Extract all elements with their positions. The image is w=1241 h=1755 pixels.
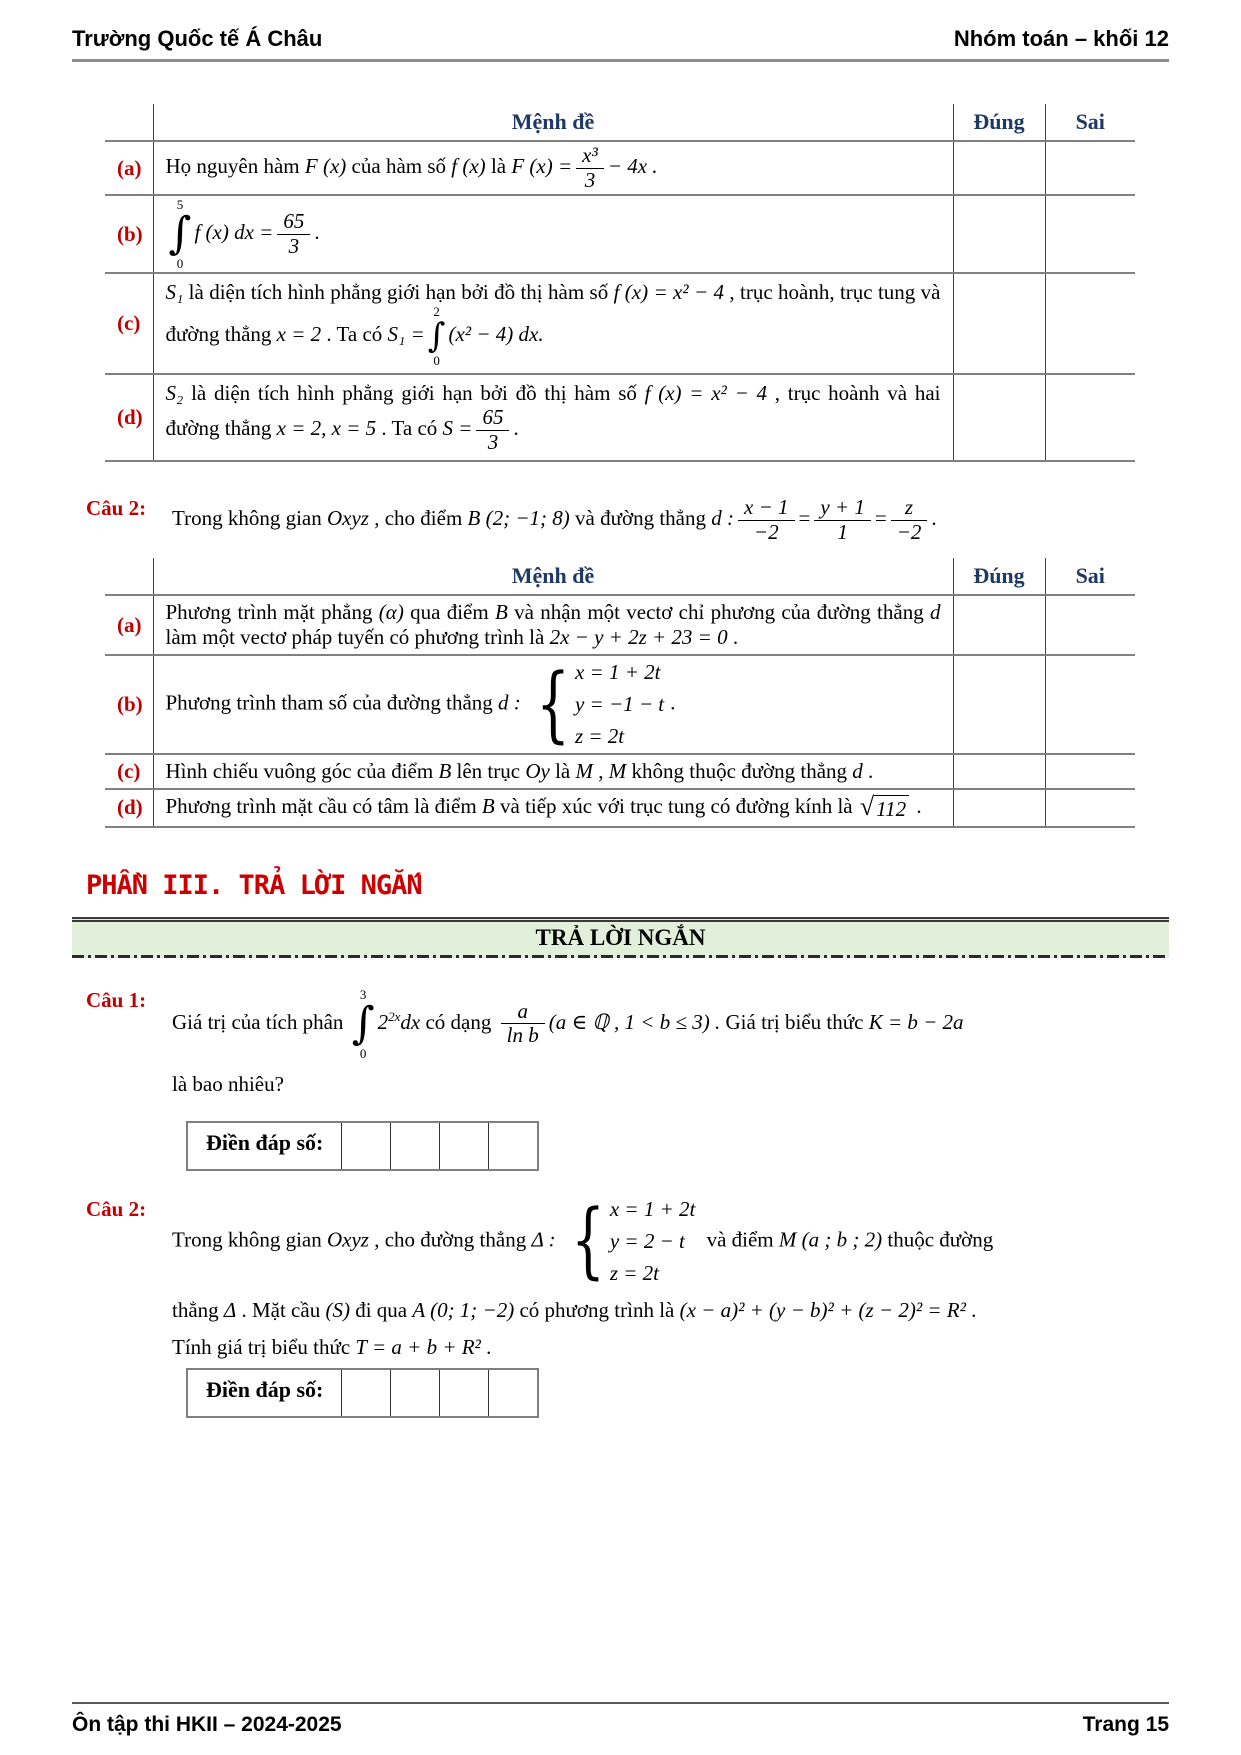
text: , trục hoành, trục tung và đường thẳng [165, 280, 941, 346]
text: và tiếp xúc với trục tung có đường kính là [494, 794, 858, 819]
text: thuộc đường [882, 1227, 994, 1252]
equations [575, 660, 664, 749]
false-cell [1045, 195, 1135, 273]
text: là [549, 759, 576, 784]
denominator: 1 [837, 519, 848, 544]
equations [610, 1197, 696, 1286]
text: là diện tích hình phẳng giới hạn bởi đồ thị hàm số [183, 280, 614, 305]
math: f (x) = x² − 4 [644, 381, 768, 406]
integral-icon: ∫ [427, 316, 446, 357]
math: Oxyz [327, 1227, 369, 1252]
question-label: Câu 2: [86, 496, 147, 521]
table-row [105, 595, 1135, 655]
math: S₂ [165, 381, 184, 406]
question-2-intro [86, 496, 1169, 544]
denominator: 3 [487, 429, 499, 454]
fraction [891, 496, 928, 544]
math: f (x) dx = [194, 219, 274, 244]
text: , cho đường thẳng [368, 1227, 532, 1252]
question-line-1 [172, 988, 1169, 1060]
equation-system [562, 1193, 696, 1289]
denominator: −2 [896, 519, 922, 544]
true-column-header: Đúng [953, 558, 1045, 595]
page-footer [72, 1702, 1169, 1737]
text: . [314, 219, 320, 244]
true-cell [953, 655, 1045, 754]
question-label: Câu 2: [86, 1196, 147, 1221]
lower-limit: 0 [176, 256, 184, 272]
math: (x² − 4) dx. [448, 321, 544, 346]
math: Δ : [531, 1227, 556, 1252]
question-text [172, 496, 1169, 544]
question-line-2 [172, 1298, 1169, 1323]
exponent: 2x [388, 1008, 401, 1024]
statement-cell [153, 789, 953, 827]
text: . [480, 1334, 492, 1359]
lower-limit: 0 [433, 353, 440, 369]
text: , cho điểm [368, 505, 468, 530]
integral [428, 305, 446, 367]
true-cell [953, 374, 1045, 461]
text: . Ta có [376, 415, 443, 440]
part3-title: PHẦN III. TRẢ LỜI NGẮN [86, 869, 422, 901]
answer-box-label: Điền đáp số: [206, 1376, 324, 1402]
radical-icon: √ [859, 791, 875, 821]
denominator: ln b [506, 1023, 539, 1048]
numerator: y + 1 [814, 496, 871, 521]
page-number: Trang 15 [1082, 1713, 1169, 1736]
statement-cell [153, 595, 953, 655]
math: B [481, 794, 495, 819]
fraction [814, 496, 871, 544]
text: . Ta có [321, 321, 388, 346]
answer-cell [439, 1370, 488, 1416]
banner-label: TRẢ LỜI NGẮN [535, 924, 706, 950]
corner-cell [105, 558, 153, 595]
text: Tính giá trị biểu thức [172, 1334, 356, 1359]
text: . [727, 625, 739, 650]
part3-banner [72, 917, 1169, 958]
integral-icon: ∫ [351, 997, 375, 1049]
math: S₁ [165, 280, 184, 305]
table-row [105, 195, 1135, 273]
row-label: (c) [105, 273, 153, 374]
text: Trong không gian [172, 1227, 327, 1252]
true-cell [953, 754, 1045, 789]
upper-limit: 5 [176, 197, 184, 213]
square-root [859, 791, 909, 822]
question-text [172, 988, 1169, 1171]
text: Phương trình mặt cầu có tâm là điểm [165, 794, 482, 819]
footer-left: Ôn tập thi HKII – 2024-2025 [72, 1713, 342, 1736]
part3-question-2 [86, 1193, 1169, 1418]
statement-cell [153, 273, 953, 374]
upper-limit: 2 [433, 304, 440, 320]
math: Oxyz [327, 505, 369, 530]
text: thẳng [172, 1297, 224, 1322]
question-text [172, 1193, 1169, 1418]
denominator: −2 [753, 519, 779, 544]
numerator: x³ [576, 144, 604, 169]
math: d : [711, 505, 734, 530]
answer-cell [390, 1123, 439, 1169]
fraction [738, 496, 795, 544]
false-cell [1045, 655, 1135, 754]
math: dx [400, 1009, 421, 1034]
text: Giá trị biểu thức [720, 1009, 869, 1034]
math: S = [442, 415, 473, 440]
lower-limit: 0 [359, 1045, 367, 1061]
fraction [476, 406, 509, 454]
true-cell [953, 195, 1045, 273]
text: Hình chiếu vuông góc của điểm [165, 759, 439, 784]
math: (x − a)² + (y − b)² + (z − 2)² = R² [679, 1297, 966, 1322]
radicand: 112 [874, 795, 909, 822]
text: , trục hoành và hai đường thẳng [165, 381, 941, 440]
row-label: (c) [105, 754, 153, 789]
equation-system [527, 656, 665, 752]
denominator: 3 [288, 233, 300, 258]
part3-question-1 [86, 988, 1169, 1171]
math: M [575, 759, 593, 784]
math: F (x) [304, 153, 347, 178]
math: (a ∈ ℚ , 1 < b ≤ 3) . [548, 1009, 721, 1034]
math: (α) [378, 600, 404, 625]
math: d [930, 600, 941, 625]
text: . [862, 759, 874, 784]
false-cell [1045, 374, 1135, 461]
dash-dot-rule [72, 955, 1169, 958]
text: làm một vectơ pháp tuyến có phương trình là [165, 625, 550, 650]
true-cell [953, 273, 1045, 374]
statement-cell [153, 141, 953, 195]
false-cell [1045, 595, 1135, 655]
math: x = 2 [276, 321, 322, 346]
numerator: 65 [476, 406, 509, 431]
row-label: (b) [105, 195, 153, 273]
math: f (x) = x² − 4 [613, 280, 725, 305]
table-row [105, 273, 1135, 374]
text: , [592, 759, 609, 784]
math: M [608, 759, 627, 784]
statement-cell [153, 195, 953, 273]
math: 2x − y + 2z + 23 = 0 [549, 625, 728, 650]
statement-column-header: Mệnh đề [153, 104, 953, 141]
false-cell [1045, 273, 1135, 374]
text: không thuộc đường thẳng [626, 759, 853, 784]
math: B [438, 759, 452, 784]
answer-cell [341, 1370, 390, 1416]
text: của hàm số [346, 153, 452, 178]
row-label: (d) [105, 789, 153, 827]
text: là [485, 153, 512, 178]
math: = [798, 505, 811, 530]
text: . [911, 794, 922, 819]
answer-cell [488, 1370, 537, 1416]
true-cell [953, 141, 1045, 195]
answer-box-label: Điền đáp số: [206, 1129, 324, 1155]
equation: x = 1 + 2t [609, 1196, 696, 1221]
answer-box-1 [186, 1121, 539, 1171]
text: và điểm [701, 1227, 779, 1252]
math: d : [498, 690, 521, 715]
text: . [670, 690, 676, 715]
math: T = a + b + R² [355, 1334, 481, 1359]
text: và đường thẳng [569, 505, 712, 530]
integral-icon: ∫ [168, 208, 192, 260]
math: − 4x . [607, 153, 658, 178]
table-row [105, 754, 1135, 789]
text: qua điểm [403, 600, 495, 625]
math: = [874, 505, 887, 530]
table-header-row [105, 558, 1135, 595]
statement-cell [153, 374, 953, 461]
text: đi qua [349, 1297, 413, 1322]
numerator: x − 1 [738, 496, 795, 521]
math: M (a ; b ; 2) [778, 1227, 883, 1252]
text: là diện tích hình phẳng giới hạn bởi đồ thị hàm số [183, 381, 645, 406]
math: A (0; 1; −2) [412, 1297, 515, 1322]
integral [352, 988, 375, 1060]
answer-cell [341, 1123, 390, 1169]
corner-cell [105, 104, 153, 141]
text: . [931, 505, 937, 530]
text: có phương trình là [514, 1297, 680, 1322]
question-line-2: là bao nhiêu? [172, 1071, 284, 1096]
answer-cell [390, 1370, 439, 1416]
question-line-3 [172, 1335, 1169, 1360]
equation: y = −1 − t [574, 692, 665, 717]
statement-column-header: Mệnh đề [153, 558, 953, 595]
fraction [501, 1000, 545, 1048]
text: và nhận một vectơ chỉ phương của đường thẳng [507, 600, 930, 625]
false-cell [1045, 141, 1135, 195]
row-label: (b) [105, 655, 153, 754]
false-cell [1045, 754, 1135, 789]
math: (S) [325, 1297, 350, 1322]
question-line-1 [172, 1193, 1169, 1289]
math: B [494, 600, 508, 625]
math: K = b − 2a [868, 1009, 964, 1034]
math: d [852, 759, 863, 784]
table-header-row [105, 104, 1135, 141]
statement-cell [153, 754, 953, 789]
math: 2 [377, 1009, 389, 1034]
page-header [72, 26, 1169, 62]
fraction [576, 144, 604, 192]
true-column-header: Đúng [953, 104, 1045, 141]
math: F (x) = [511, 153, 573, 178]
table-row [105, 141, 1135, 195]
school-name: Trường Quốc tế Á Châu [72, 26, 323, 51]
false-column-header: Sai [1045, 558, 1135, 595]
math: Δ [223, 1297, 237, 1322]
text: Phương trình mặt phẳng [165, 600, 379, 625]
equation: z = 2t [574, 724, 625, 749]
text: Trong không gian [172, 505, 327, 530]
row-label: (a) [105, 595, 153, 655]
fraction [277, 210, 310, 258]
statement-table-2 [105, 558, 1135, 828]
table-row [105, 789, 1135, 827]
math: B (2; −1; 8) [467, 505, 570, 530]
text: Phương trình tham số của đường thẳng [165, 690, 499, 715]
text: . [513, 415, 519, 440]
equation: y = 2 − t [609, 1228, 685, 1253]
math: x = 2, x = 5 [276, 415, 377, 440]
true-cell [953, 595, 1045, 655]
answer-box-2 [186, 1368, 539, 1418]
text: có dạng [420, 1009, 497, 1034]
equation: x = 1 + 2t [574, 660, 661, 685]
text: . [965, 1297, 977, 1322]
table-row [105, 655, 1135, 754]
text: Giá trị của tích phân [172, 1009, 349, 1034]
upper-limit: 3 [359, 986, 367, 1002]
equation: z = 2t [609, 1260, 660, 1285]
integral [169, 198, 192, 270]
statement-table-1 [105, 104, 1135, 462]
numerator: a [501, 1000, 545, 1025]
group-name: Nhóm toán – khối 12 [953, 26, 1169, 51]
text: lên trục [451, 759, 526, 784]
statement-cell [153, 655, 953, 754]
answer-cell [488, 1123, 537, 1169]
text: Họ nguyên hàm [165, 153, 305, 178]
answer-cell [439, 1123, 488, 1169]
numerator: 65 [277, 210, 310, 235]
table-row [105, 374, 1135, 461]
brace-icon: { [535, 656, 570, 752]
false-cell [1045, 789, 1135, 827]
math: Oy [525, 759, 550, 784]
math: f (x) [451, 153, 486, 178]
row-label: (d) [105, 374, 153, 461]
text: . Mặt cầu [236, 1297, 326, 1322]
false-column-header: Sai [1045, 104, 1135, 141]
numerator: z [891, 496, 928, 521]
math: S₁ = [387, 321, 425, 346]
true-cell [953, 789, 1045, 827]
question-label: Câu 1: [86, 987, 147, 1012]
denominator: 3 [584, 167, 596, 192]
row-label: (a) [105, 141, 153, 195]
brace-icon: { [570, 1193, 605, 1289]
